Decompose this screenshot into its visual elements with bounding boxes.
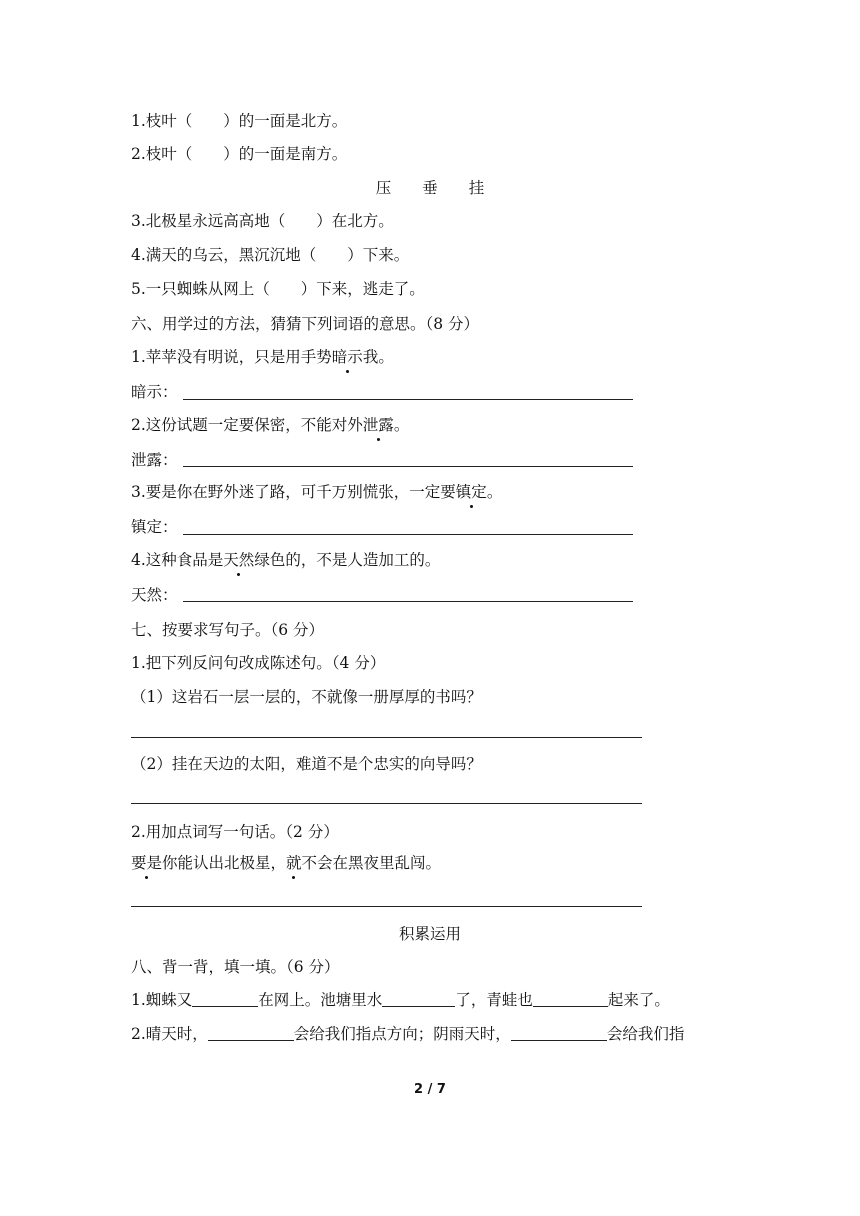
dotted-word: 天然 [223,551,255,569]
fill-line-2 [131,1023,684,1045]
question-5: 5.一只蜘蛛从网上（ ）下来，逃走了。 [131,280,425,298]
section-6-sentence-3 [131,481,502,503]
sentence-text: 。 [486,483,503,501]
section-7-sub-1: 1.把下列反问句改成陈述句。（4 分） [131,654,386,672]
section-7-sub-1a: （1）这岩石一层一层的，不就像一册厚厚的书吗？ [131,688,482,706]
fill-blank[interactable] [382,990,455,1007]
section-8-title: 八、背一背，填一填。（6 分） [131,958,340,976]
section-7-title: 七、按要求写句子。（6 分） [131,621,325,639]
answer-line-3[interactable] [183,534,633,535]
sentence-text: 。 [393,416,410,434]
fill-text: 在网上。池塘里水 [258,991,383,1009]
fill-text: 1.蜘蛛又 [131,991,193,1009]
fill-text: 了，青蛙也 [455,991,533,1009]
dotted-word: 泄露 [362,416,394,434]
section-6-sentence-1 [131,346,394,368]
fill-text: 起来了。 [607,991,670,1009]
answer-label-4: 天然： [131,586,178,604]
answer-label-2: 泄露： [131,451,178,469]
answer-line-1[interactable] [183,399,633,400]
accumulation-heading: 积累运用 [398,925,461,943]
sentence-text: 4.这种食品是 [131,551,224,569]
question-3: 3.北极星永远高高地（ ）在北方。 [131,212,394,230]
sentence-text: 你能认出北极星， [162,854,287,872]
fill-text: 2.晴天时， [131,1025,208,1043]
fill-text: 会给我们指 [606,1025,685,1043]
dotted-word: 要是 [131,854,163,872]
fill-blank[interactable] [208,1024,294,1041]
fill-blank[interactable] [511,1024,607,1041]
fill-blank[interactable] [192,990,258,1007]
answer-line-5[interactable] [131,737,642,738]
dotted-word: 镇定 [455,483,487,501]
section-7-sub-2: 2.用加点词写一句话。（2 分） [131,823,339,841]
section-7-sub-2-sentence [131,852,441,874]
dotted-word: 就 [286,854,302,872]
section-6-sentence-4 [131,549,440,571]
answer-line-2[interactable] [183,466,633,467]
sentence-text: 2.这份试题一定要保密，不能对外 [131,416,363,434]
answer-line-4[interactable] [183,601,633,602]
question-4: 4.满天的乌云，黑沉沉地（ ）下来。 [131,246,410,264]
sentence-text: 不会在黑夜里乱闯。 [301,854,442,872]
answer-label-3: 镇定： [131,518,178,536]
sentence-text: 3.要是你在野外迷了路，可千万别慌张，一定要 [131,483,456,501]
fill-line-1 [131,989,670,1011]
dotted-word: 暗示 [331,348,363,366]
question-1: 1.枝叶（ ）的一面是北方。 [131,112,348,130]
sentence-text: 1.苹苹没有明说，只是用手势 [131,348,332,366]
answer-line-7[interactable] [131,906,642,907]
fill-text: 会给我们指点方向；阴雨天时， [293,1025,511,1043]
answer-line-6[interactable] [131,803,642,804]
sentence-text: 绿色的，不是人造加工的。 [254,551,441,569]
answer-label-1: 暗示： [131,383,178,401]
section-6-title: 六、用学过的方法，猜猜下列词语的意思。（8 分） [131,315,480,333]
page-number: 2 / 7 [414,1082,446,1097]
word-bank: 压 垂 挂 [375,179,485,197]
sentence-text: 我。 [362,348,394,366]
question-2: 2.枝叶（ ）的一面是南方。 [131,145,348,163]
section-6-sentence-2 [131,414,409,436]
fill-blank[interactable] [533,990,608,1007]
section-7-sub-1b: （2）挂在天边的太阳，难道不是个忠实的向导吗？ [131,755,482,773]
